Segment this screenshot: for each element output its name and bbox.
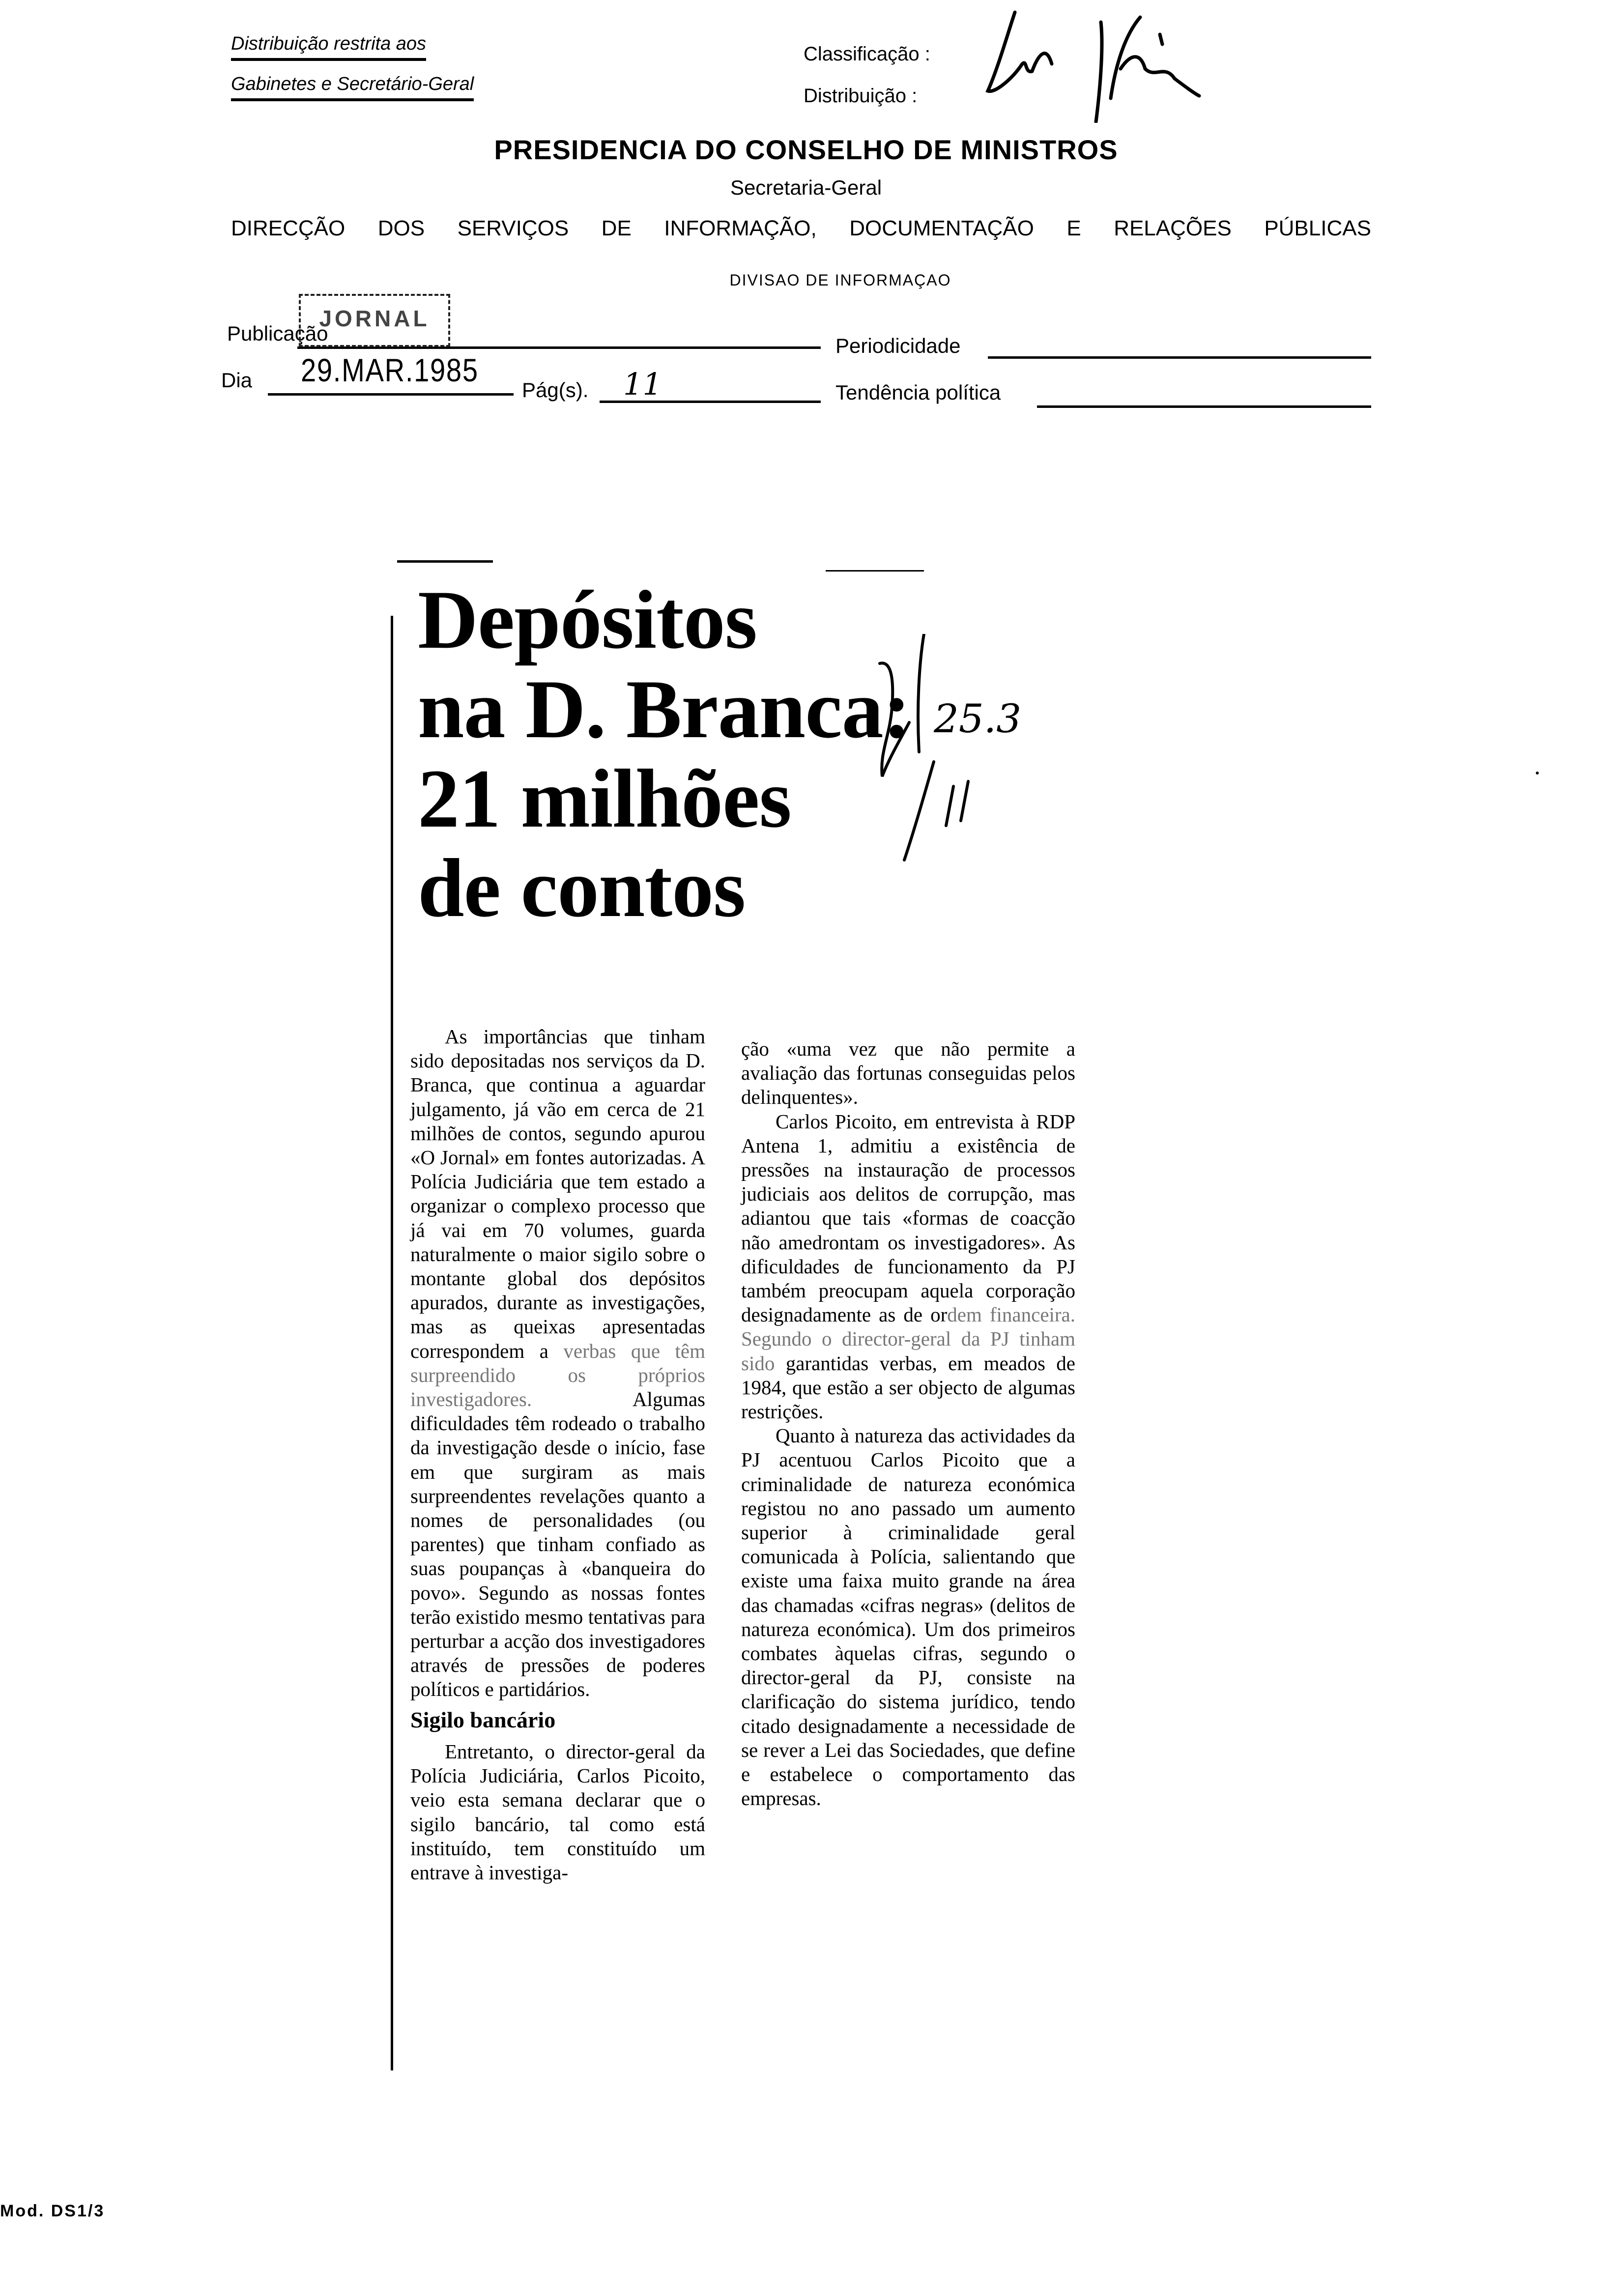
paragraph-text-faded: verbas que têm surpreendido os próprios investigadores. [410,1339,705,1411]
distribution-label: Distribuição : [804,85,918,107]
classification-label: Classificação : [804,43,930,65]
distribution-note-line-1: Distribuição restrita aos [231,34,426,61]
publication-stamp: JORNAL [299,294,450,347]
classification-block [804,44,930,128]
political-tendency-label: Tendência política [835,381,1001,404]
article-paragraph: ção «uma vez que não permite a avaliação das fortunas conseguidas pelos delinquentes». [741,1037,1075,1109]
distribution-note-line-2: Gabinetes e Secretário-Geral [231,75,474,101]
directorate-word: DOCUMENTAÇÃO [849,216,1034,240]
directorate-word: INFORMAÇÃO, [664,216,817,240]
pages-label: Pág(s). [522,378,589,402]
article-column-right [741,1037,1075,1811]
paragraph-text-faded: dem financeira. Segundo o director-geral da PJ tinham sido [741,1303,1076,1375]
clipping-rule [397,560,493,563]
directorate-word: RELAÇÕES [1114,216,1232,240]
headline-line: 21 milhões [418,752,791,845]
publication-label: Publicação [227,322,328,345]
directorate-word: DE [601,216,632,240]
headline-line: de contos [418,842,746,934]
article-headline [418,575,910,933]
paragraph-text: garantidas verbas, em meados de 1984, que estão a ser objecto de algumas restrições. [741,1351,1075,1423]
article-paragraph: Quanto à natureza das actividades da PJ acentuou Carlos Picoito que a criminalidade de natureza económica registou no ano passado um aumento superior à criminalidade geral comunicada à Polícia, salientando que existe uma faixa muito grande na área das chamadas «cifras negras» (delitos de natureza económica). Um dos primeiros combates àquelas cifras, segundo o director-geral da PJ, consiste na clarificação do sistema jurídico, tendo citado designadamente a necessidade de se rever a Lei das Sociedades, que define e estabelece o comportamento das empresas. [741,1424,1075,1810]
paragraph-text: Carlos Picoito, em entrevista à RDP Antena 1, admitiu a existência de pressões na instauração de processos judiciais aos delitos de corrupção, mas adiantou que tais «formas de coacção não amedrontam os investigadores». As dificuldades de funcionamento da PJ também preocupam aquela corporação designadamente as de or [741,1110,1075,1326]
day-label: Dia [221,369,253,392]
organization-title: PRESIDENCIA DO CONSELHO DE MINISTROS [494,134,1118,165]
organization-subtitle: Secretaria-Geral [730,176,882,199]
division-name: DIVISAO DE INFORMAÇAO [729,271,951,289]
article-subheading: Sigilo bancário [410,1707,556,1732]
article-paragraph: Entretanto, o director-geral da Polícia Judiciária, Carlos Picoito, veio esta semana declarar que o sigilo bancário, tal como está instituído, tem constituído um entrave à investiga- [410,1740,705,1884]
directorate-word: DIRECÇÃO [231,216,345,240]
form-code: Mod. DS1/3 [0,2202,105,2220]
directorate-word: PÚBLICAS [1264,216,1371,240]
distribution-note [231,34,474,115]
annotation-date: 25.3 [934,696,1022,742]
directorate-word: DOS [377,216,425,240]
scan-speck [1536,772,1539,775]
pages-value-handwritten: 11 [623,366,662,402]
day-field[interactable] [268,393,514,396]
paragraph-text: Algumas dificuldades têm rodeado o trabalho da investigação desde o início, fase em que surgiram as mais surpreendentes revelações quanto a nomes de personalidades (ou parentes) que tinham confiado as suas poupanças à «banqueira do povo». Segundo as nossas fontes terão existido mesmo tentativas para perturbar a acção dos investigadores através de pressões de poderes políticos e partidários. [410,1388,705,1701]
column-rule [391,616,393,2070]
handwritten-annotation-icon [870,634,1091,890]
signature-icon [978,5,1352,123]
directorate-word: SERVIÇOS [457,216,569,240]
day-value-stamp: 29.MAR.1985 [301,352,479,388]
periodicity-field[interactable] [988,356,1371,359]
clipping-rule [826,570,924,572]
directorate-word: E [1066,216,1081,240]
directorate-name [231,216,1371,241]
periodicity-label: Periodicidade [835,334,961,357]
headline-line: na D. Branca: [418,663,911,755]
article-paragraph [741,1110,1075,1424]
article-paragraph [410,1025,705,1702]
political-tendency-field[interactable] [1037,405,1371,408]
headline-line: Depósitos [418,574,757,666]
paragraph-text: As importâncias que tinham sido depositadas nos serviços da D. Branca, que continua a aguardar julgamento, já vão em cerca de 21 milhões de contos, segundo apurou «O Jornal» em fontes autorizadas. A Polícia Judiciária que tem estado a organizar o complexo processo que já vai em 70 volumes, guarda naturalmente o maior sigilo sobre o montante global dos depósitos apurados, durante as investigações, mas as queixas apresentadas correspondem a [410,1025,705,1362]
article-column-left [410,1025,705,1885]
